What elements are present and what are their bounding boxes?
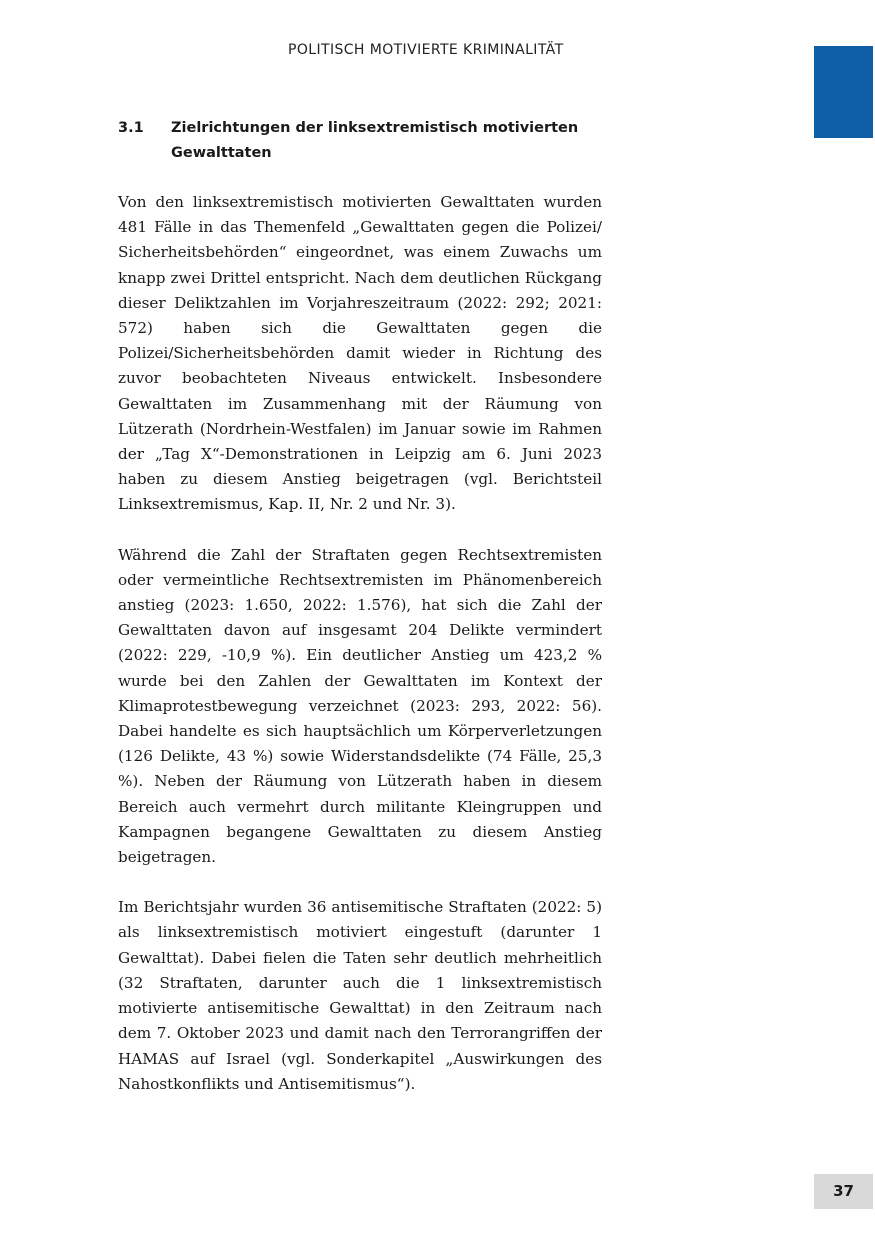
section-number: 3.1 bbox=[118, 120, 144, 136]
paragraph-rechtsextremisten-klimaprotest: Während die Zahl der Straftaten gegen Rechtsextremisten oder vermeintliche Rechtsextremisten im Phänomenbereich anstieg (2023: 1.650, 2022: 1.576), hat sich die Zahl der Gewalttaten davon auf insgesamt 204 Delikte vermindert (2022: 229, -10,9 %). Ein deutlicher Anstieg um 423,2 % wurde bei den Zahlen der Gewalttaten im Kontext der Klimaprotestbewegung verzeichnet (2023: 293, 2022: 56). Dabei handelte es sich hauptsächlich um Körperverletzungen (126 Delikte, 43 %) sowie Widerstandsdelikte (74 Fälle, 25,3 %). Neben der Räumung von Lützerath haben in diesem Bereich auch vermehrt durch militante Kleingruppen und Kampagnen begangene Gewalttaten zu diesem Anstieg beigetragen. bbox=[118, 545, 602, 867]
section-heading bbox=[118, 116, 602, 166]
chapter-color-tab bbox=[814, 46, 873, 138]
running-header: POLITISCH MOTIVIERTE KRIMINALITÄT bbox=[288, 42, 564, 58]
body-text bbox=[118, 190, 602, 1122]
paragraph-gewalttaten-polizei: Von den linksextremistisch motivierten Gewalttaten wurden 481 Fälle in das Themenfeld „Gewalttaten gegen die Polizei/​Sicherheitsbehörden“ eingeordnet, was einem Zuwachs um knapp zwei Drittel entspricht. Nach dem deutlichen Rückgang dieser Deliktzahlen im Vorjahreszeitraum (2022: 292; 2021: 572) haben sich die Gewalttaten gegen die Polizei/Sicherheitsbehörden damit wieder in Richtung des zuvor beobachteten Niveaus entwickelt. Insbesondere Gewalttaten im Zusammenhang mit der Räumung von Lützerath (Nordrhein-Westfalen) im Januar sowie im Rahmen der „Tag X“-Demonstrationen in Leipzig am 6. Juni 2023 haben zu diesem Anstieg beigetragen (vgl. Berichtsteil Linksextremismus, Kap. II, Nr. 2 und Nr. 3). bbox=[118, 193, 602, 514]
page-number: 37 bbox=[814, 1174, 873, 1209]
paragraph-antisemitische-straftaten: Im Berichtsjahr wurden 36 antisemitische Straftaten (2022: 5) als linksextremistisch motiviert eingestuft (darunter 1 Gewalttat). Dabei fielen die Taten sehr deutlich mehrheitlich (32 Straftaten, darunter auch die 1 linksextremistisch motivierte antisemitische Gewalttat) in den Zeitraum nach dem 7. Oktober 2023 und damit nach den Terrorangriffen der HAMAS auf Israel (vgl. Sonderkapitel „Auswirkungen des Nahostkonflikts und Antisemitismus“). bbox=[118, 898, 602, 1093]
section-title: Zielrichtungen der linksextremistisch motivierten Gewalttaten bbox=[171, 120, 579, 161]
